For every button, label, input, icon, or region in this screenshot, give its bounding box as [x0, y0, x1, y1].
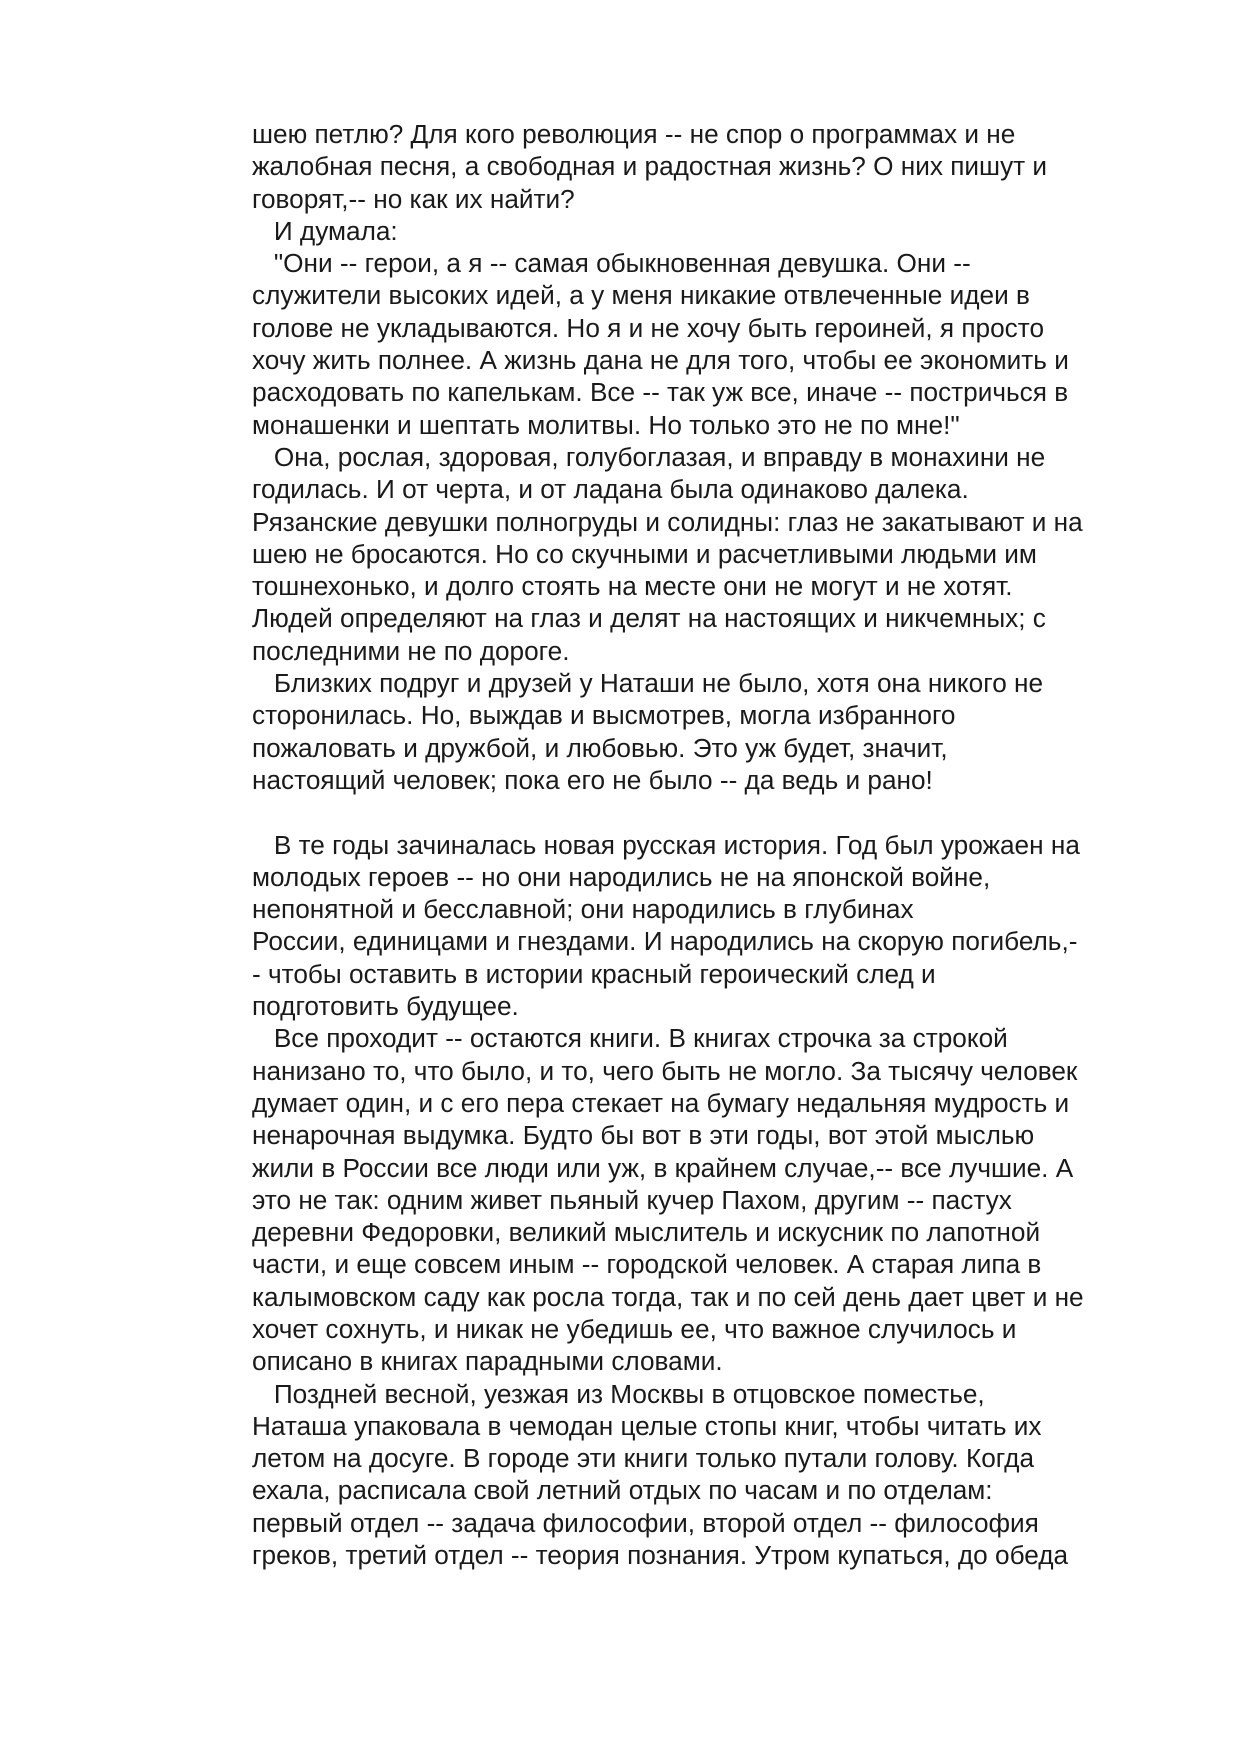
text-line: годилась. И от черта, и от ладана была одинаково далека. [252, 474, 969, 505]
text-line: калымовском саду как росла тогда, так и по сей день дает цвет и не [252, 1281, 1084, 1312]
text-line: "Они -- герои, а я -- самая обыкновенная девушка. Они -- [252, 248, 971, 279]
text-line: первый отдел -- задача философии, второй отдел -- философия [252, 1507, 1039, 1538]
text-line: молодых героев -- но они народились не на японской войне, [252, 861, 991, 892]
text-line: расходовать по капелькам. Все -- так уж все, иначе -- постричься в [252, 377, 1069, 408]
text-line: хочу жить полнее. А жизнь дана не для того, чтобы ее экономить и [252, 345, 1069, 376]
text-line: шею не бросаются. Но со скучными и расчетливыми людьми им [252, 538, 1037, 569]
text-line: последними не по дороге. [252, 635, 570, 666]
text-line: Близких подруг и друзей у Наташи не было, хотя она никого не [252, 668, 1044, 699]
text-line: описано в книгах парадными словами. [252, 1346, 723, 1377]
text-line: монашенки и шептать молитвы. Но только это не по мне!" [252, 409, 960, 440]
text-line: И думала: [252, 215, 398, 246]
text-line: - чтобы оставить в истории красный героический след и [252, 958, 936, 989]
text-line: Все проходит -- остаются книги. В книгах строчка за строкой [252, 1023, 1008, 1054]
text-line: Наташа упаковала в чемодан целые стопы книг, чтобы читать их [252, 1410, 1042, 1441]
text-line: части, и еще совсем иным -- городской человек. А старая липа в [252, 1249, 1042, 1280]
text-line: думает один, и с его пера стекает на бумагу недальняя мудрость и [252, 1087, 1070, 1118]
paragraph-gap [252, 796, 1212, 828]
text-line: служители высоких идей, а у меня никакие отвлеченные идеи в [252, 280, 1030, 311]
text-line: Она, рослая, здоровая, голубоглазая, и вправду в монахини не [252, 441, 1046, 472]
text-line: жили в России все люди или уж, в крайнем случае,-- все лучшие. А [252, 1152, 1074, 1183]
text-line: летом на досуге. В городе эти книги только путали голову. Когда [252, 1443, 1035, 1474]
text-line: это не так: одним живет пьяный кучер Пахом, другим -- пастух [252, 1184, 1012, 1215]
text-line: говорят,-- но как их найти? [252, 183, 575, 214]
text-line: греков, третий отдел -- теория познания. Утром купаться, до обеда [252, 1540, 1069, 1571]
text-line: Поздней весной, уезжая из Москвы в отцовское поместье, [252, 1378, 985, 1409]
text-line: ехала, расписала свой летний отдых по часам и по отделам: [252, 1475, 993, 1506]
text-line: тошнехонько, и долго стоять на месте они не могут и не хотят. [252, 571, 1013, 602]
text-line: непонятной и бесславной; они народились в глубинах [252, 894, 914, 925]
text-line: голове не укладываются. Но я и не хочу быть героиней, я просто [252, 312, 1045, 343]
text-line: настоящий человек; пока его не было -- да ведь и рано! [252, 764, 933, 795]
text-line: деревни Федоровки, великий мыслитель и искусник по лапотной [252, 1217, 1041, 1248]
text-line: пожаловать и дружбой, и любовью. Это уж будет, значит, [252, 732, 948, 763]
text-line: Рязанские девушки полногруды и солидны: глаз не закатывают и на [252, 506, 1083, 537]
text-line: подготовить будущее. [252, 991, 519, 1022]
text-line: хочет сохнуть, и никак не убедишь ее, что важное случилось и [252, 1313, 1017, 1344]
text-line: жалобная песня, а свободная и радостная жизнь? О них пишут и [252, 151, 1048, 182]
text-line: шею петлю? Для кого революция -- не спор о программах и не [252, 119, 1016, 149]
text-line: Людей определяют на глаз и делят на настоящих и никчемных; с [252, 603, 1046, 634]
text-line: нанизано то, что было, и то, чего быть не могло. За тысячу человек [252, 1055, 1078, 1086]
text-line: России, единицами и гнездами. И народились на скорую погибель,- [252, 926, 1078, 957]
body-text [252, 118, 1212, 1571]
text-line: сторонилась. Но, выждав и высмотрев, могла избранного [252, 700, 956, 731]
text-line: В те годы зачиналась новая русская история. Год был урожаен на [252, 829, 1080, 860]
text-line: ненарочная выдумка. Будто бы вот в эти годы, вот этой мыслью [252, 1120, 1035, 1151]
